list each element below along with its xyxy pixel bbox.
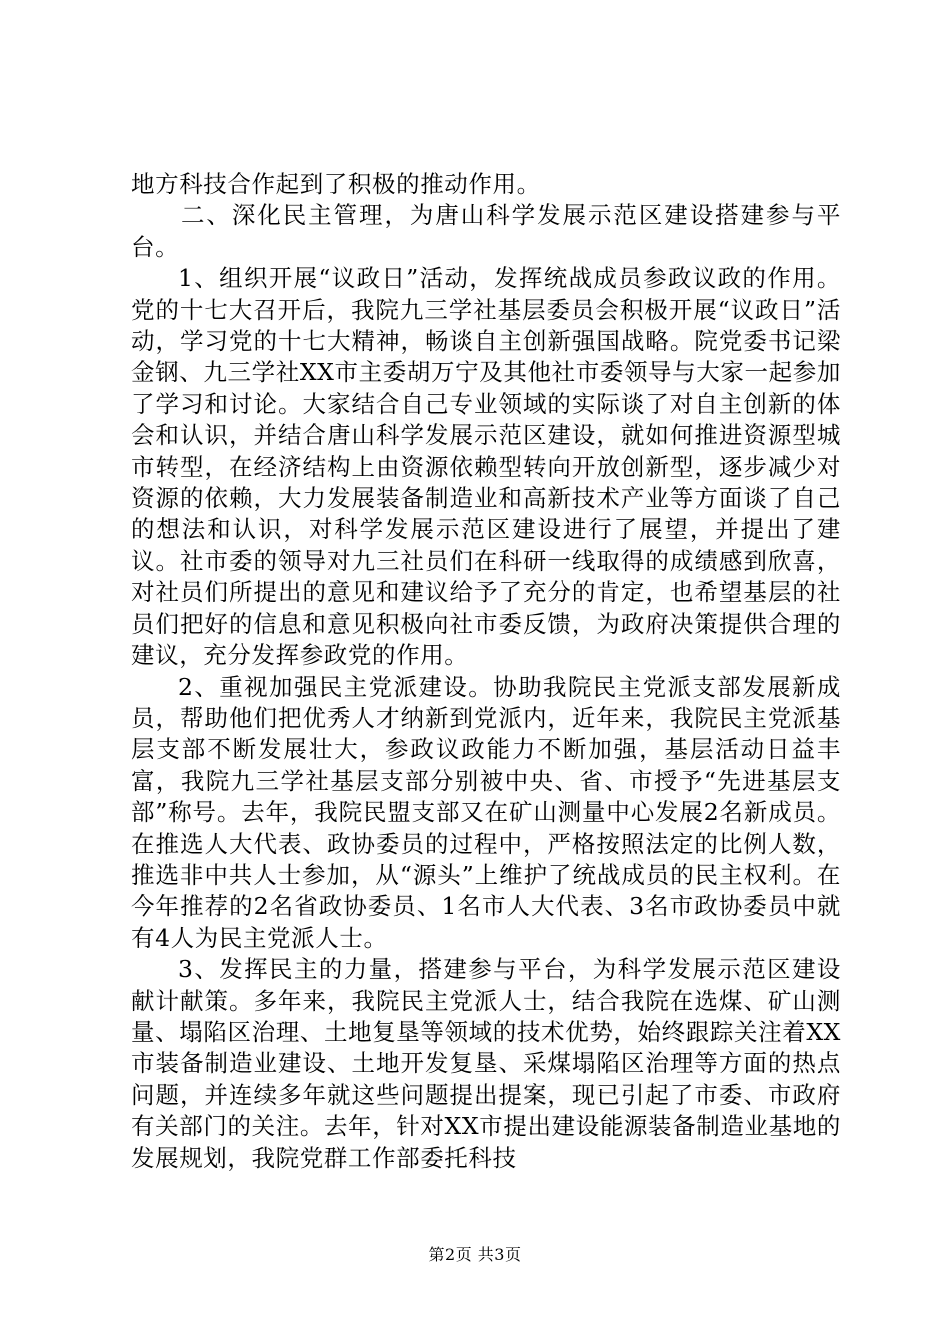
document-body <box>131 169 841 1174</box>
paragraph-item-2: 2、重视加强民主党派建设。协助我院民主党派支部发展新成员，帮助他们把优秀人才纳新到党派内，近年来，我院民主党派基层支部不断发展壮大，参政议政能力不断加强，基层活动日益丰富，我院九三学社基层支部分别被中央、省、市授予“先进基层支部”称号。去年，我院民盟支部又在矿山测量中心发展2名新成员。在推选人大代表、政协委员的过程中，严格按照法定的比例人数，推选非中共人士参加，从“源头”上维护了统战成员的民主权利。在今年推荐的2名省政协委员、1名市人大代表、3名市政协委员中就有4人为民主党派人士。 <box>131 672 841 952</box>
paragraph-continuation: 地方科技合作起到了积极的推动作用。 <box>131 170 541 198</box>
paragraph-item-3: 3、发挥民主的力量，搭建参与平台，为科学发展示范区建设献计献策。多年来，我院民主党派人士，结合我院在选煤、矿山测量、塌陷区治理、土地复垦等领域的技术优势，始终跟踪关注着XX市装备制造业建设、土地开发复垦、采煤塌陷区治理等方面的热点问题，并连续多年就这些问题提出提案，现已引起了市委、市政府有关部门的关注。去年，针对XX市提出建设能源装备制造业基地的发展规划，我院党群工作部委托科技 <box>131 955 841 1172</box>
paragraph-item-1: 1、组织开展“议政日”活动，发挥统战成员参政议政的作用。党的十七大召开后，我院九三学社基层委员会积极开展“议政日”活动，学习党的十七大精神，畅谈自主创新强国战略。院党委书记梁金钢、九三学社XX市主委胡万宁及其他社市委领导与大家一起参加了学习和讨论。大家结合自己专业领域的实际谈了对自主创新的体会和认识，并结合唐山科学发展示范区建设，就如何推进资源型城市转型，在经济结构上由资源依赖型转向开放创新型，逐步减少对资源的依赖，大力发展装备制造业和高新技术产业等方面谈了自己的想法和认识，对科学发展示范区建设进行了展望，并提出了建议。社市委的领导对九三社员们在科研一线取得的成绩感到欣喜，对社员们所提出的意见和建议给予了充分的肯定，也希望基层的社员们把好的信息和意见积极向社市委反馈，为政府决策提供合理的建议，充分发挥参政党的作用。 <box>131 264 841 670</box>
page-number-footer: 第2页 共3页 <box>428 1245 522 1264</box>
section-heading: 二、深化民主管理，为唐山科学发展示范区建设搭建参与平台。 <box>131 201 841 261</box>
